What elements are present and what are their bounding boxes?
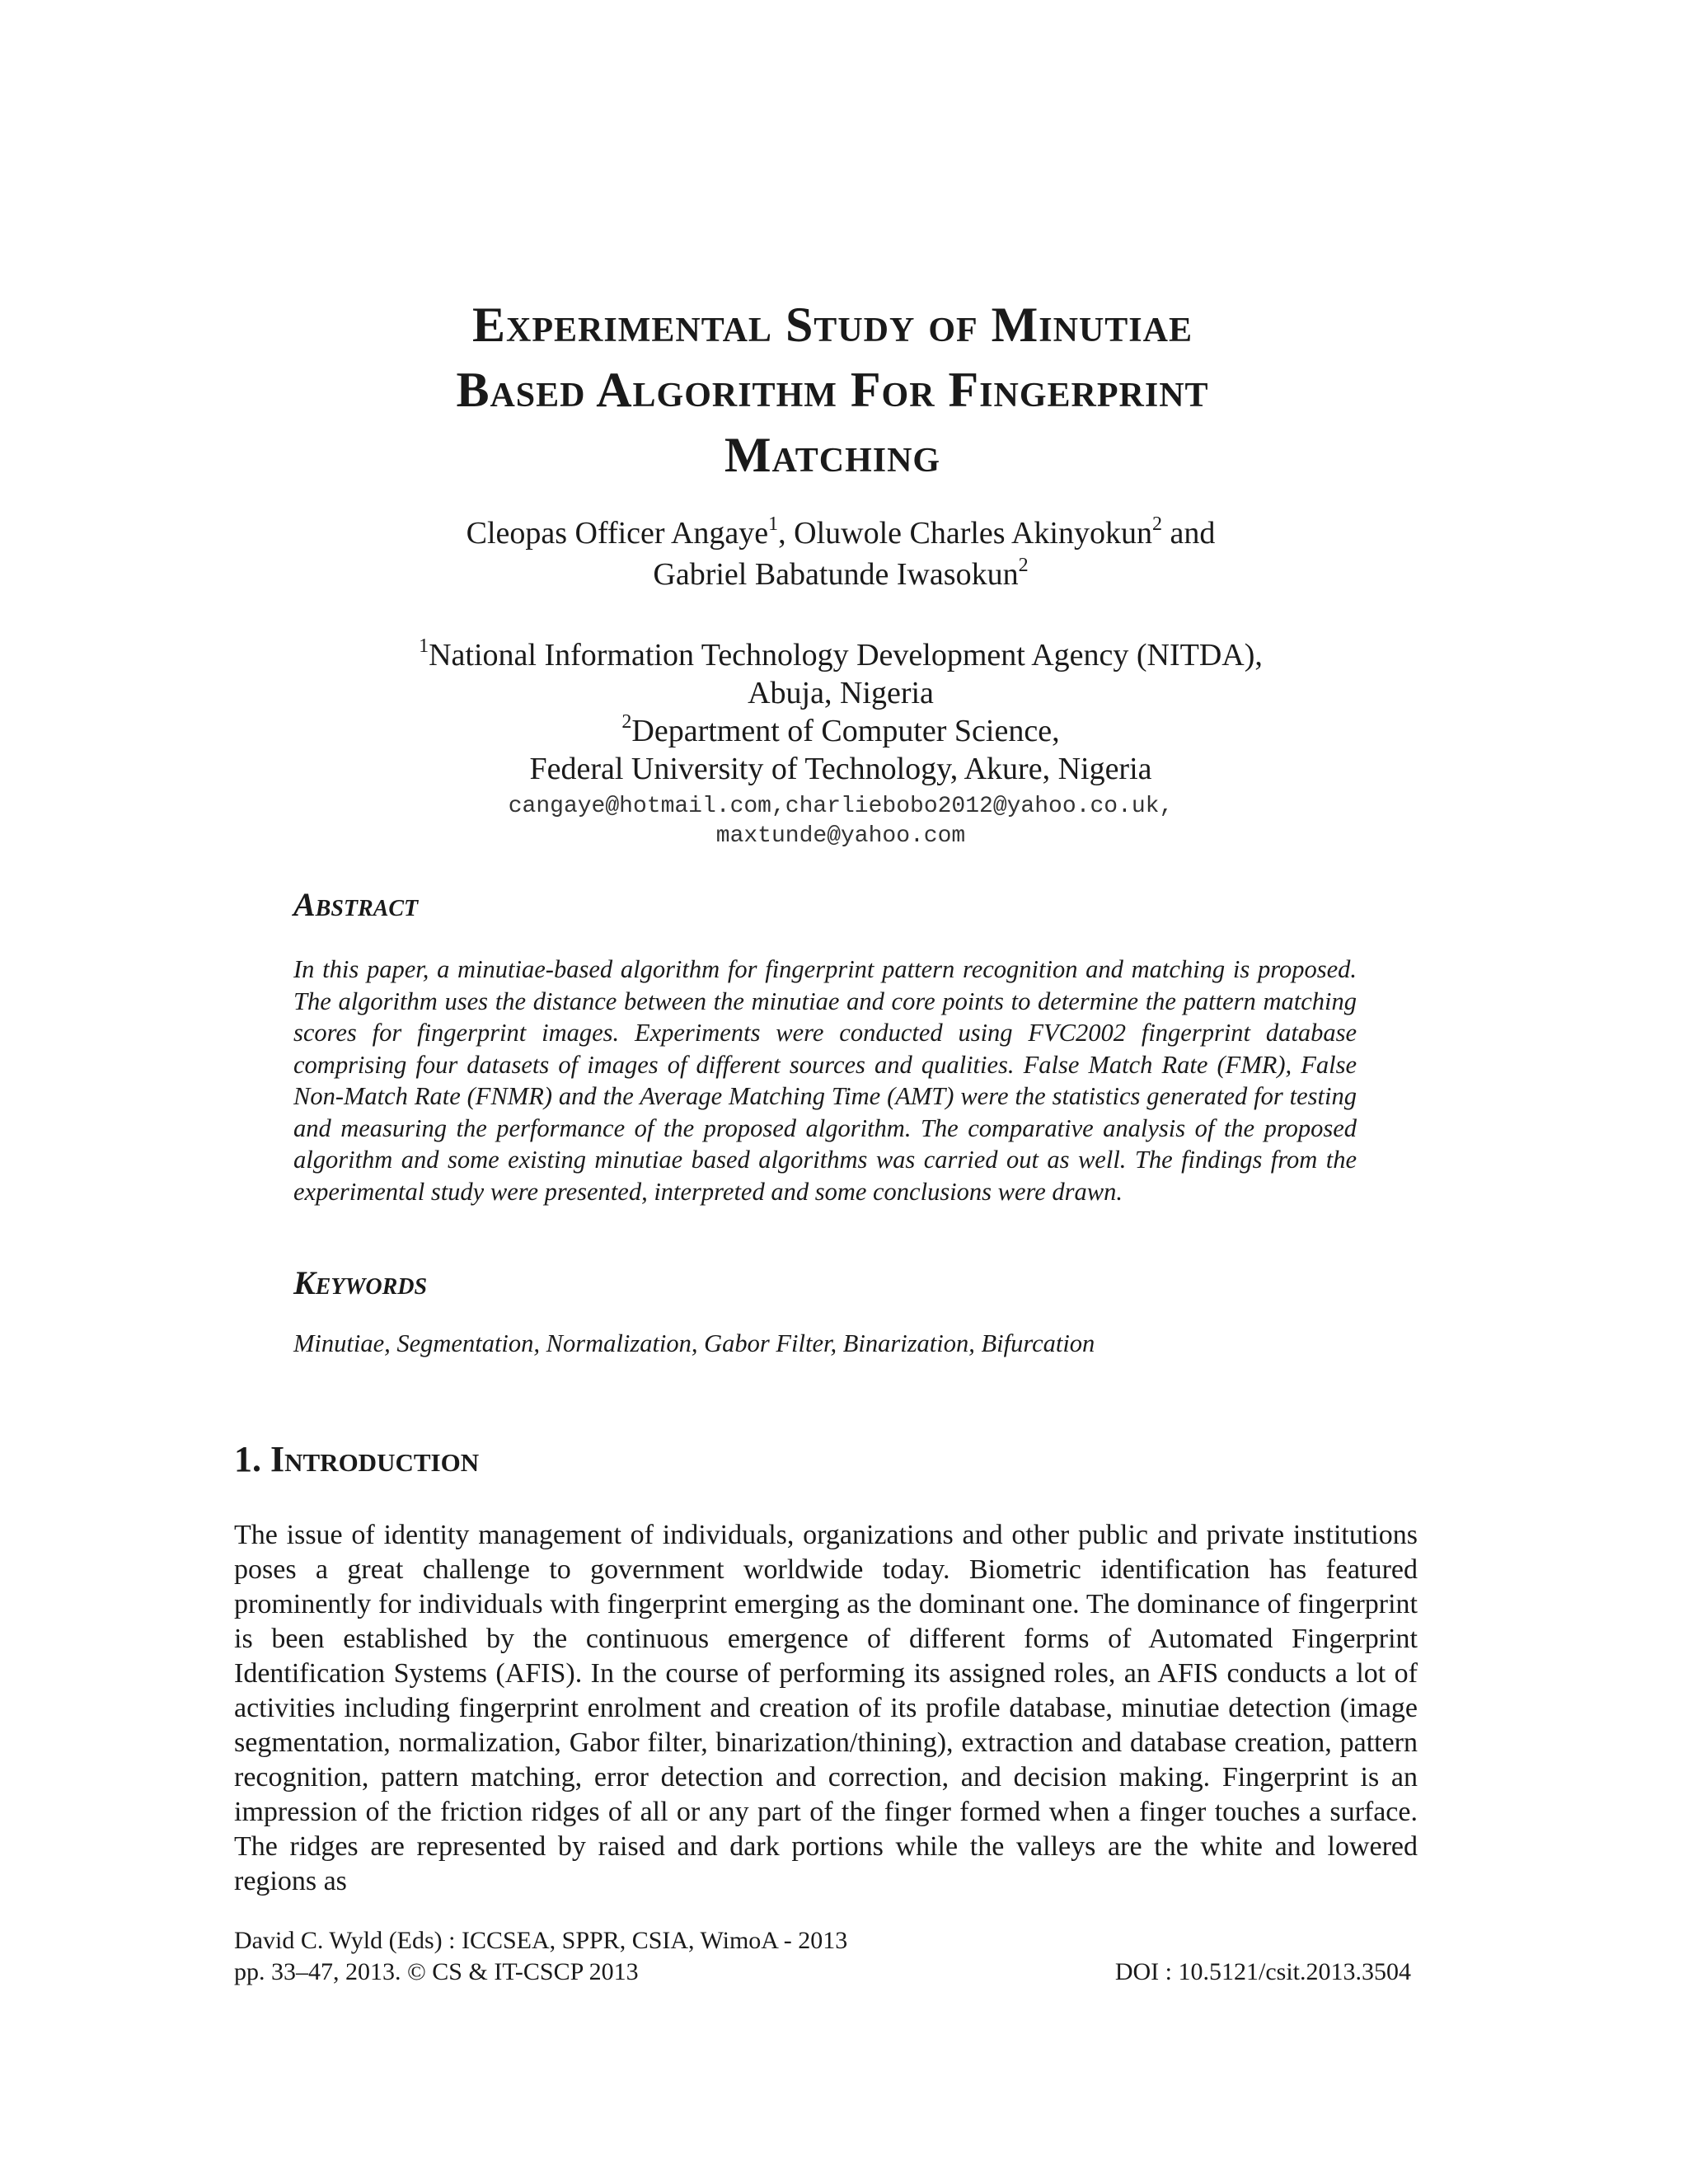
author-separator: ,: [778, 516, 795, 551]
title-line-2: Based Algorithm For Fingerprint: [456, 363, 1209, 417]
keywords-heading: Keywords: [293, 1264, 428, 1301]
section-heading-introduction: 1. Introduction: [234, 1439, 480, 1479]
affiliation-1-mark: 1: [419, 635, 429, 657]
paper-title: [247, 293, 1418, 488]
author-1: Cleopas Officer Angaye: [466, 516, 769, 551]
author-2-affil-mark: 2: [1152, 513, 1162, 535]
author-line-1: [247, 513, 1434, 554]
affiliation-2-mark: 2: [621, 711, 632, 733]
author-and: and: [1162, 516, 1216, 551]
introduction-paragraph: The issue of identity management of individuals, organizations and other public and private institutions poses a great challenge to government worldwide today. Biometric identification has featured prominently for individuals with fingerprint emerging as the dominant one. The dominance of fingerprint is been established by the continuous emergence of different forms of Automated Fingerprint Identification Systems (AFIS). In the course of performing its assigned roles, an AFIS conducts a lot of activities including fingerprint enrolment and creation of its profile database, minutiae detection (image segmentation, normalization, Gabor filter, binarization/thining), extraction and database creation, pattern recognition, pattern matching, error detection and correction, and decision making. Fingerprint is an impression of the friction ridges of all or any part of the finger formed when a finger touches a surface. The ridges are represented by raised and dark portions while the valleys are the white and lowered regions as: [234, 1520, 1418, 1896]
affiliation-2-name: Department of Computer Science,: [631, 714, 1060, 748]
affiliation-1-line-2: Abuja, Nigeria: [748, 676, 934, 710]
affiliation-2-line-1: [247, 712, 1434, 750]
author-emails: [247, 792, 1434, 851]
footer-doi: DOI : 10.5121/csit.2013.3504: [1114, 1958, 1411, 1985]
abstract-heading: Abstract: [293, 886, 419, 923]
author-line-2: [247, 554, 1434, 595]
affiliations: [247, 636, 1434, 788]
author-3-affil-mark: 2: [1018, 555, 1029, 576]
keywords-text: Minutiae, Segmentation, Normalization, Gabor Filter, Binarization, Bifurcation: [293, 1329, 1095, 1357]
author-3: Gabriel Babatunde Iwasokun: [653, 557, 1019, 592]
footer-line-2: pp. 33–47, 2013. © CS & IT-CSCP 2013: [234, 1958, 639, 1985]
title-line-1: Experimental Study of Minutiae: [472, 298, 1193, 352]
author-list: [247, 513, 1434, 595]
affiliation-1-line-1: [247, 636, 1434, 674]
author-1-affil-mark: 1: [768, 513, 779, 535]
title-line-3: Matching: [724, 428, 941, 482]
abstract-text: In this paper, a minutiae-based algorithm for fingerprint pattern recognition and matching is proposed. The algorithm uses the distance between the minutiae and core points to determine the pattern matching scores for fingerprint images. Experiments were conducted using FVC2002 fingerprint database comprising four datasets of images of different sources and qualities. False Match Rate (FMR), False Non-Match Rate (FNMR) and the Average Matching Time (AMT) were the statistics generated for testing and measuring the performance of the proposed algorithm. The comparative analysis of the proposed algorithm and some existing minutiae based algorithms was carried out as well. The findings from the experimental study were presented, interpreted and some conclusions were drawn.: [293, 955, 1357, 1206]
footer-citation: [234, 1925, 847, 1988]
emails-line-2: maxtunde@yahoo.com: [715, 823, 966, 849]
author-2: Oluwole Charles Akinyokun: [794, 516, 1152, 551]
footer-line-1: David C. Wyld (Eds) : ICCSEA, SPPR, CSIA, WimoA - 2013: [234, 1927, 848, 1954]
affiliation-1-name: National Information Technology Development Agency (NITDA),: [429, 638, 1263, 673]
affiliation-2-line-2: Federal University of Technology, Akure, Nigeria: [529, 752, 1152, 786]
emails-line-1: cangaye@hotmail.com,charliebobo2012@yahoo.co.uk,: [508, 794, 1174, 819]
